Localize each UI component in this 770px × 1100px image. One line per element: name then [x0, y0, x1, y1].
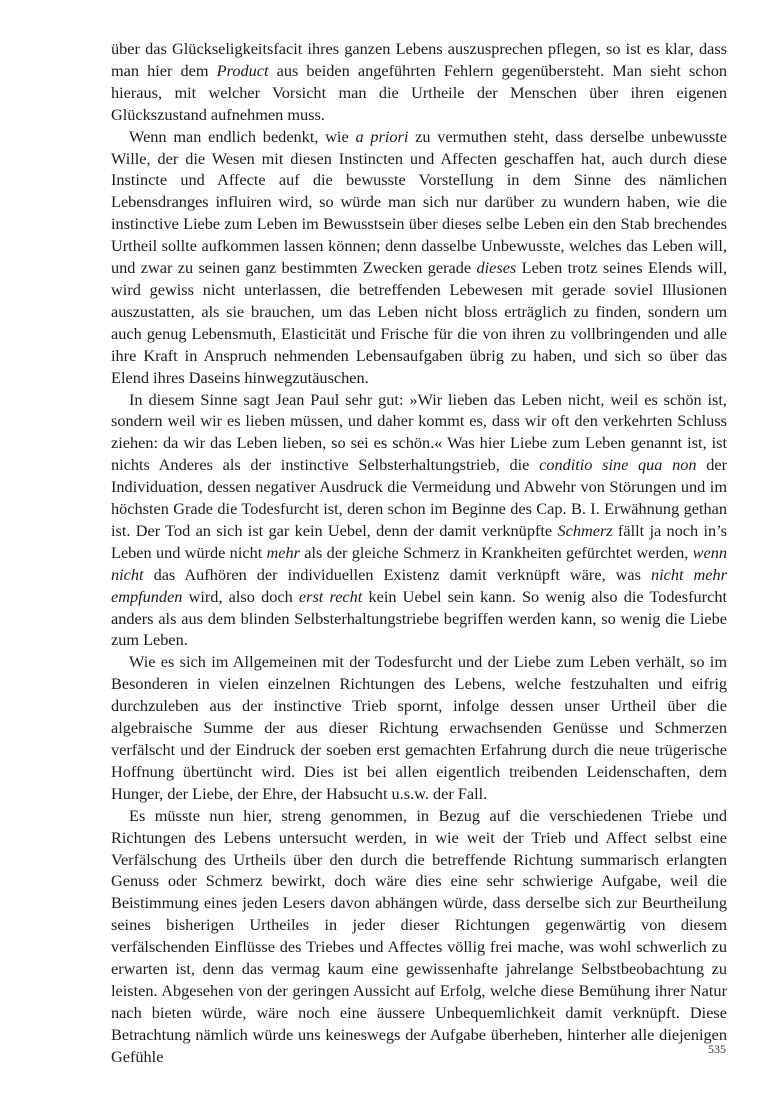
paragraph-5: Es müsste nun hier, streng genommen, in Bezug auf die verschiedenen Triebe und Richtungen des Lebens untersucht werden, in wie weit der Trieb und Affect selbst eine Verfälschung des Urtheils über den durch die betreffende Richtung summarisch erlangten Genuss oder Schmerz bewirkt, doch wäre dies eine sehr schwierige Aufgabe, weil die Beistimmung eines jeden Lesers davon abhängen würde, dass derselbe sich zur Beurtheilung seines bisherigen Urtheiles in jeder dieser Richtungen gegenwärtig von diesem verfälschenden Einflüsse des Triebes und Affectes völlig frei mache, was wohl schwerlich zu erwarten ist, denn das vermag kaum eine gewissenhafte jahrelange Selbstbeobachtung zu leisten. Abgesehen von der geringen Aussicht auf Erfolg, welche diese Bemühung ihrer Natur nach bieten würde, wäre noch eine äussere Unbequemlichkeit damit verknüpft. Diese Betrachtung nämlich würde uns keineswegs der Aufgabe überheben, hinterher alle diejenigen Gefühle — [111, 805, 727, 1066]
paragraph-2: Wenn man endlich bedenkt, wie a priori zu vermuthen steht, dass derselbe unbewusste Wille, der die Wesen mit diesen Instincten und Affecten geschaffen hat, auch durch diese Instincte und Affecte auf die bewusste Vorstellung in dem Sinne des nämlichen Lebensdranges influiren wird, so würde man sich nur darüber zu wundern haben, wie die instinctive Liebe zum Leben im Bewusstsein über dieses selbe Leben ein den Stab brechendes Urtheil sollte aufkommen lassen können; denn dasselbe Unbewusste, welches das Leben will, und zwar zu seinen ganz bestimmten Zwecken gerade dieses Leben trotz seines Elends will, wird gewiss nicht unterlassen, die betreffenden Lebewesen mit gerade soviel Illusionen auszustatten, als sie brauchen, um das Leben nicht bloss erträglich zu finden, sondern um auch genug Lebensmuth, Elasticität und Frische für die von ihren zu vollbringenden und alle ihre Kraft in Anspruch nehmenden Lebensaufgaben übrig zu haben, und sich so über das Elend ihres Daseins hinwegzutäuschen. — [111, 126, 727, 387]
italic-phrase: Product — [216, 60, 269, 80]
italic-phrase: erst recht — [298, 586, 363, 606]
italic-phrase: wenn nicht — [111, 542, 727, 584]
paragraph-4: Wie es sich im Allgemeinen mit der Todesfurcht und der Liebe zum Leben verhält, so im Besonderen in vielen einzelnen Richtungen des Lebens, welche festzuhalten und eifrig durchzuleben aus der instinctive Trieb spornt, infolge dessen unser Urtheil über die algebraische Summe der aus dieser Richtung erwachsenden Genüsse und Schmerzen verfälscht und der Eindruck der soeben erst gemachten Erfahrung durch die neue trügerische Hoffnung übertüncht wird. Dies ist bei allen eigentlich treibenden Leidenschaften, dem Hunger, der Liebe, der Ehre, der Habsucht u.s.w. der Fall. — [111, 652, 727, 803]
paragraph-3: In diesem Sinne sagt Jean Paul sehr gut: »Wir lieben das Leben nicht, weil es schön ist, sondern weil wir es lieben müssen, und daher kommt es, dass wir oft den verkehrten Schluss ziehen: da wir das Leben lieben, so sei es schön.« Was hier Liebe zum Leben genannt ist, ist nichts Anderes als der instinctive Selbsterhaltungstrieb, die conditio sine qua non der Individuation, dessen negativer Ausdruck die Vermeidung und Abwehr von Störungen und im höchsten Grade die Todesfurcht ist, deren schon im Beginne des Cap. B. I. Erwähnung gethan ist. Der Tod an sich ist gar kein Uebel, denn der damit verknüpfte Schmerz fällt ja noch in’s Leben und würde nicht mehr als der gleiche Schmerz in Krankheiten gefürchtet werden, wenn nicht das Aufhören der individuellen Existenz damit verknüpft wäre, was nicht mehr empfunden wird, also doch erst recht kein Uebel sein kann. So wenig also die Todesfurcht anders als aus dem blinden Selbsterhaltungstriebe begriffen werden kann, so wenig die Liebe zum Leben. — [111, 389, 728, 650]
paragraph-1: über das Glückseligkeitsfacit ihres ganzen Lebens auszusprechen pflegen, so ist es klar, dass man hier dem Product aus beiden angeführten Fehlern gegenübersteht. Man sieht schon hieraus, mit welcher Vorsicht man die Urtheile der Menschen über ihren eigenen Glückszustand aufnehmen muss. — [111, 39, 727, 124]
italic-phrase: dieses — [476, 258, 517, 278]
italic-phrase: nicht mehr empfunden — [111, 564, 728, 606]
text-body — [111, 38, 727, 1068]
italic-phrase: Schmerz — [557, 520, 613, 540]
italic-phrase: conditio sine qua non — [539, 455, 697, 475]
page-number: 535 — [708, 1042, 726, 1056]
italic-phrase: mehr — [266, 542, 300, 562]
italic-phrase: a priori — [355, 126, 409, 146]
